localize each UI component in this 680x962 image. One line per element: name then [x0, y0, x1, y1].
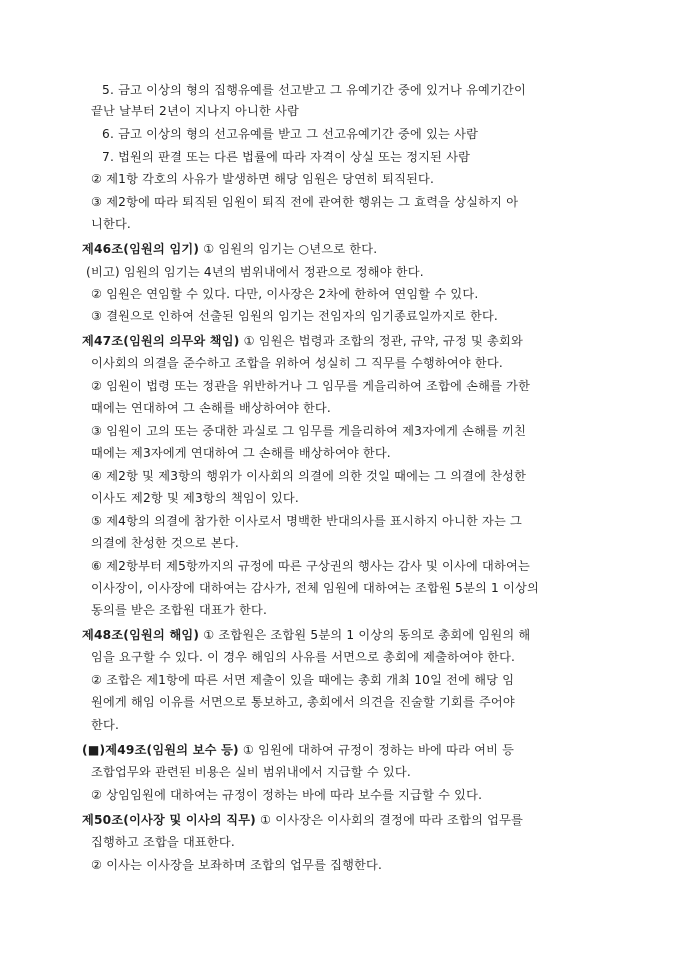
- text-line: 이사장이, 이사장에 대하여는 감사가, 전체 임원에 대하여는 조합원 5분의 1 이상의: [91, 581, 539, 595]
- text-line: 7. 법원의 판결 또는 다른 법률에 따라 자격이 상실 또는 정지된 사람: [102, 150, 471, 164]
- text-line: ③ 결원으로 인하여 선출된 임원의 임기는 전임자의 임기종료일까지로 한다.: [91, 309, 498, 323]
- article-48: [82, 626, 530, 644]
- text-line: 의결에 찬성한 것으로 본다.: [91, 536, 240, 550]
- article-46: [82, 240, 377, 258]
- text-line: 때에는 연대하여 그 손해를 배상하여야 한다.: [91, 401, 331, 415]
- text-line: (비고) 임원의 임기는 4년의 범위내에서 정관으로 정해야 한다.: [86, 265, 424, 279]
- text-line: 5. 금고 이상의 형의 집행유예를 선고받고 그 유예기간 중에 있거나 유예기간이: [102, 83, 526, 97]
- text-line: 한다.: [91, 718, 120, 732]
- text-line: ② 임원은 연임할 수 있다. 다만, 이사장은 2차에 한하여 연임할 수 있다.: [91, 287, 479, 301]
- article-heading: 제50조(이사장 및 이사의 직무): [82, 813, 256, 827]
- text-line: ② 임원이 법령 또는 정관을 위반하거나 그 임무를 게을리하여 조합에 손해를 가한: [91, 379, 531, 393]
- text-line: 원에게 해임 이유를 서면으로 통보하고, 총회에서 의견을 진술할 기회를 주어야: [91, 695, 515, 709]
- text-line: ③ 제2항에 따라 퇴직된 임원이 퇴직 전에 관여한 행위는 그 효력을 상실하지 아: [91, 195, 519, 209]
- text-line: 이사도 제2항 및 제3항의 책임이 있다.: [91, 491, 299, 505]
- article-heading: 제46조(임원의 임기): [82, 242, 200, 256]
- text-line: ③ 임원이 고의 또는 중대한 과실로 그 임무를 게을리하여 제3자에게 손해를 끼친: [91, 424, 527, 438]
- article-50: [82, 811, 523, 829]
- article-47: [82, 332, 523, 350]
- text-line: ④ 제2항 및 제3항의 행위가 이사회의 의결에 의한 것일 때에는 그 의결에 찬성한: [91, 469, 527, 483]
- text-line: 동의를 받은 조합원 대표가 한다.: [91, 603, 268, 617]
- text-line: ⑥ 제2항부터 제5항까지의 규정에 따른 구상권의 행사는 감사 및 이사에 대하여는: [91, 559, 530, 573]
- text-line: 임을 요구할 수 있다. 이 경우 해임의 사유를 서면으로 총회에 제출하여야 한다.: [91, 650, 516, 664]
- text-line: ① 임원은 법령과 조합의 정관, 규약, 규정 및 총회와: [243, 334, 523, 348]
- article-heading: 제47조(임원의 의무와 책임): [82, 334, 240, 348]
- text-line: 6. 금고 이상의 형의 선고유예를 받고 그 선고유예기간 중에 있는 사람: [102, 127, 479, 141]
- text-line: ② 상임임원에 대하여는 규정이 정하는 바에 따라 보수를 지급할 수 있다.: [91, 788, 483, 802]
- text-line: 끝난 날부터 2년이 지나지 아니한 사람: [91, 104, 299, 118]
- article-heading: 제48조(임원의 해임): [82, 628, 200, 642]
- text-line: ① 이사장은 이사회의 결정에 따라 조합의 업무를: [260, 813, 524, 827]
- text-line: ⑤ 제4항의 의결에 참가한 이사로서 명백한 반대의사를 표시하지 아니한 자는 그: [91, 514, 522, 528]
- article-49: [82, 741, 514, 759]
- text-line: 이사회의 의결을 준수하고 조합을 위하여 성실히 그 직무를 수행하여야 한다.: [91, 356, 503, 370]
- article-heading: (■)제49조(임원의 보수 등): [82, 743, 239, 757]
- text-line: ② 이사는 이사장을 보좌하며 조합의 업무를 집행한다.: [91, 858, 383, 872]
- text-line: 니한다.: [91, 217, 131, 231]
- text-line: 조합업무와 관련된 비용은 실비 범위내에서 지급할 수 있다.: [91, 765, 411, 779]
- text-line: ① 임원의 임기는 ○년으로 한다.: [203, 242, 378, 256]
- text-line: ① 임원에 대하여 규정이 정하는 바에 따라 여비 등: [242, 743, 515, 757]
- text-line: 때에는 제3자에게 연대하여 그 손해를 배상하여야 한다.: [91, 446, 391, 460]
- text-line: ② 조합은 제1항에 따른 서면 제출이 있을 때에는 총회 개최 10일 전에 해당 임: [91, 673, 515, 687]
- text-line: 집행하고 조합을 대표한다.: [91, 835, 235, 849]
- text-line: ① 조합원은 조합원 5분의 1 이상의 동의로 총회에 임원의 해: [203, 628, 531, 642]
- text-line: ② 제1항 각호의 사유가 발생하면 해당 임원은 당연히 퇴직된다.: [91, 172, 435, 186]
